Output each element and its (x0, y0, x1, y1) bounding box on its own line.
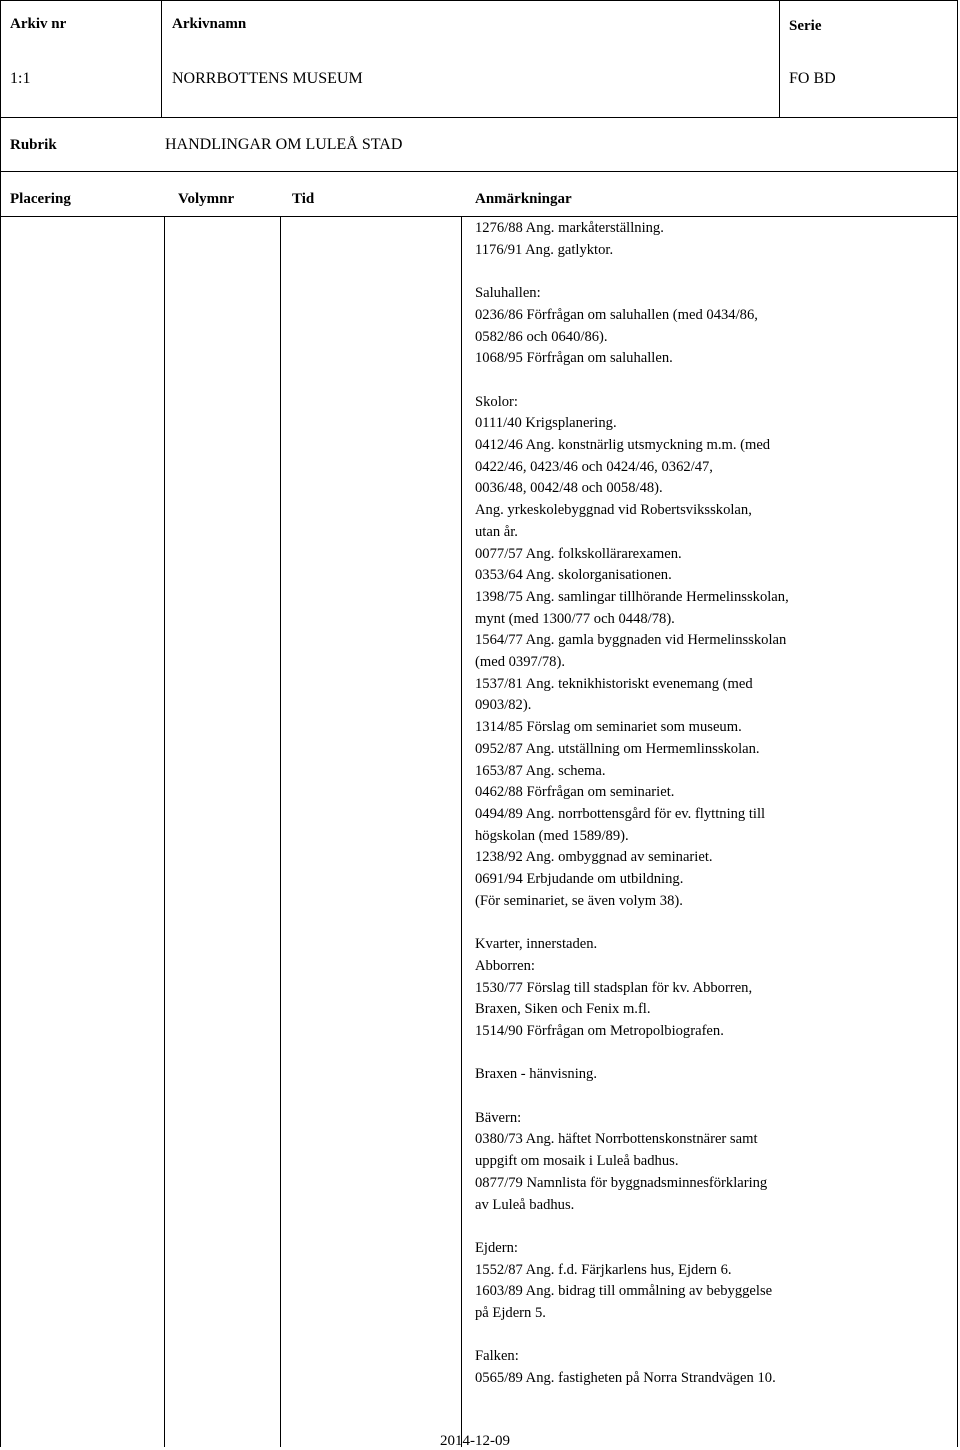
remark-line: 0565/89 Ang. fastigheten på Norra Strandvägen 10. (475, 1370, 776, 1387)
remark-line: Braxen, Siken och Fenix m.fl. (475, 1001, 651, 1018)
column-divider-1 (164, 216, 165, 1447)
column-header-tid: Tid (292, 191, 315, 207)
remark-line: Skolor: (475, 393, 518, 410)
remark-line: utan år. (475, 523, 518, 540)
remark-line: 0111/40 Krigsplanering. (475, 415, 617, 432)
serie-value: FO BD (789, 70, 836, 87)
remark-line: 0380/73 Ang. häftet Norrbottenskonstnärer samt (475, 1131, 758, 1148)
remark-spacer (475, 370, 945, 392)
remark-spacer (475, 261, 945, 283)
column-divider-3 (461, 216, 462, 1447)
remark-line: Falken: (475, 1348, 519, 1365)
remark-line: Kvarter, innerstaden. (475, 936, 598, 953)
remark-line: Braxen - hänvisning. (475, 1066, 597, 1083)
remark-line: 0877/79 Namnlista för byggnadsminnesförklaring (475, 1174, 768, 1191)
remark-line: Abborren: (475, 957, 535, 974)
columns-rule (0, 216, 958, 217)
remark-line: 1238/92 Ang. ombyggnad av seminariet. (475, 849, 713, 866)
remark-spacer (475, 1216, 945, 1238)
remark-line: 1552/87 Ang. f.d. Färjkarlens hus, Ejdern 6. (475, 1261, 732, 1278)
remark-line: 0036/48, 0042/48 och 0058/48). (475, 480, 663, 497)
remark-line: (För seminariet, se även volym 38). (475, 892, 683, 909)
remark-spacer (475, 1325, 945, 1347)
rubrik-value: HANDLINGAR OM LULEÅ STAD (165, 136, 403, 153)
rubrik-label: Rubrik (10, 137, 57, 153)
remark-line: 0353/64 Ang. skolorganisationen. (475, 567, 672, 584)
remark-line: 0494/89 Ang. norrbottensgård för ev. flyttning till (475, 805, 766, 822)
remark-line: 0462/88 Förfrågan om seminariet. (475, 784, 675, 801)
remark-line: på Ejdern 5. (475, 1305, 546, 1322)
arkivnamn-label: Arkivnamn (172, 16, 247, 32)
remark-line: 1176/91 Ang. gatlyktor. (475, 241, 614, 258)
right-border (957, 0, 958, 1447)
column-header-anmarkningar: Anmärkningar (475, 191, 572, 207)
header-rule (0, 117, 958, 118)
remarks-list (475, 218, 945, 1390)
serie-label: Serie (789, 18, 822, 34)
remark-line: 1564/77 Ang. gamla byggnaden vid Hermelinsskolan (475, 632, 787, 649)
remark-line: mynt (med 1300/77 och 0448/78). (475, 610, 675, 627)
arkivnamn-value: NORRBOTTENS MUSEUM (172, 70, 363, 87)
remark-spacer (475, 912, 945, 934)
remark-line: (med 0397/78). (475, 654, 565, 671)
remark-line: av Luleå badhus. (475, 1196, 575, 1213)
arkivnr-label: Arkiv nr (10, 16, 67, 32)
column-header-volymnr: Volymnr (178, 191, 235, 207)
remark-line: 0952/87 Ang. utställning om Hermemlinsskolan. (475, 740, 760, 757)
remark-line: 0903/82). (475, 697, 532, 714)
remark-line: 0582/86 och 0640/86). (475, 328, 608, 345)
rubrik-rule (0, 171, 958, 172)
remark-line: Ang. yrkeskolebyggnad vid Robertsviksskolan, (475, 502, 752, 519)
remark-line: 0422/46, 0423/46 och 0424/46, 0362/47, (475, 458, 713, 475)
column-divider-2 (280, 216, 281, 1447)
header-divider-2 (779, 0, 780, 117)
footer-date: 2014-12-09 (440, 1433, 510, 1449)
remark-line: 0077/57 Ang. folkskollärarexamen. (475, 545, 682, 562)
remark-line: uppgift om mosaik i Luleå badhus. (475, 1153, 679, 1170)
remark-line: 1653/87 Ang. schema. (475, 762, 606, 779)
header-divider-1 (161, 0, 162, 117)
remark-line: 1314/85 Förslag om seminariet som museum. (475, 719, 742, 736)
remark-line: Ejdern: (475, 1239, 518, 1256)
remark-spacer (475, 1086, 945, 1108)
remark-line: 1530/77 Förslag till stadsplan för kv. Abborren, (475, 979, 753, 996)
remark-line: 1603/89 Ang. bidrag till ommålning av bebyggelse (475, 1283, 773, 1300)
top-border (0, 0, 958, 1)
remark-line: 1068/95 Förfrågan om saluhallen. (475, 350, 673, 367)
arkivnr-value: 1:1 (10, 70, 31, 87)
remark-line: 1398/75 Ang. samlingar tillhörande Hermelinsskolan, (475, 588, 789, 605)
remark-line: 0236/86 Förfrågan om saluhallen (med 0434/86, (475, 306, 758, 323)
left-border (0, 0, 1, 1447)
remark-line: 1276/88 Ang. markåterställning. (475, 220, 664, 236)
remark-line: 1514/90 Förfrågan om Metropolbiografen. (475, 1022, 724, 1039)
remark-line: Bävern: (475, 1109, 522, 1126)
remark-line: 0412/46 Ang. konstnärlig utsmyckning m.m. (med (475, 437, 771, 453)
remark-line: högskolan (med 1589/89). (475, 827, 629, 844)
remark-line: 1537/81 Ang. teknikhistoriskt evenemang (med (475, 675, 753, 692)
remark-spacer (475, 1043, 945, 1065)
remark-line: Saluhallen: (475, 285, 541, 302)
column-header-placering: Placering (10, 191, 71, 207)
remark-line: 0691/94 Erbjudande om utbildning. (475, 871, 684, 888)
